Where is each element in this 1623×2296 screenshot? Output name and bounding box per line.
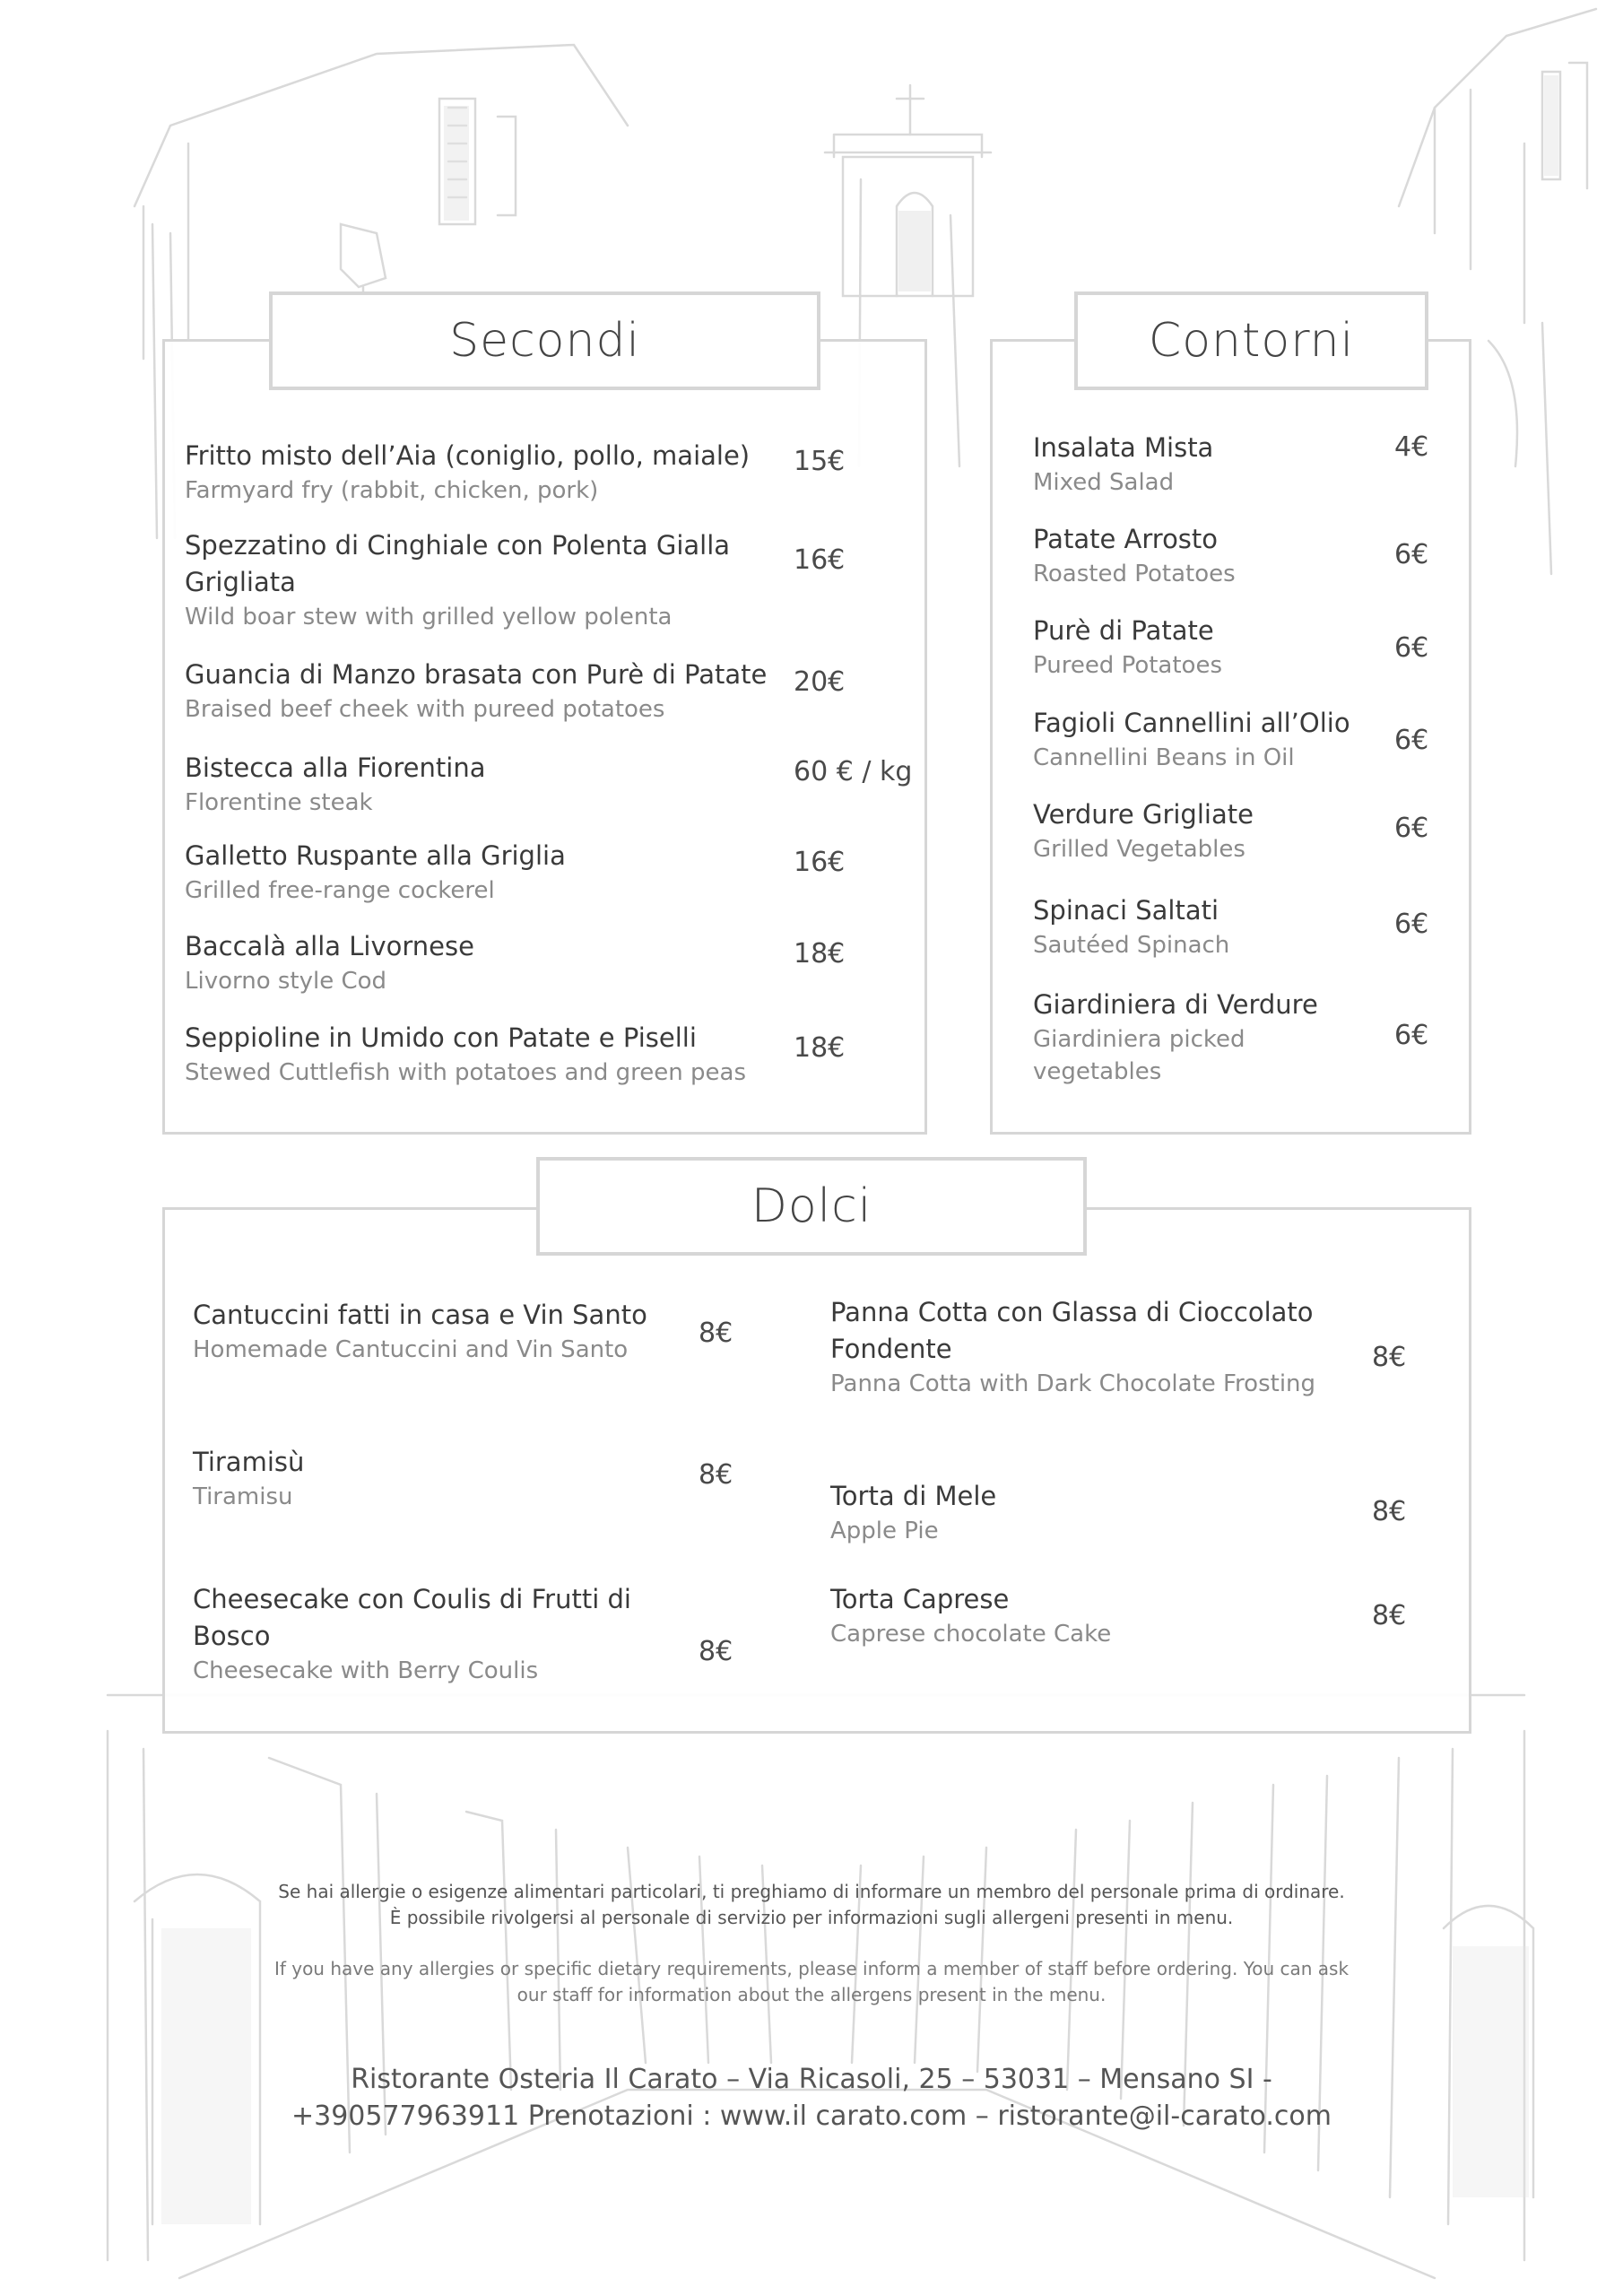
- item-name: Panna Cotta con Glassa di Cioccolato Fondente: [830, 1297, 1314, 1364]
- item-price: 8€: [1372, 1342, 1407, 1373]
- item-price: 15€: [794, 446, 846, 477]
- footer-line-contacts: +390577963911 Prenotazioni : www.il carato.com – ristorante@il-carato.com: [291, 2100, 1332, 2132]
- contorni-item-1: [1033, 430, 1392, 499]
- item-name: Tiramisù: [193, 1447, 305, 1477]
- dolci-item-2: [830, 1294, 1341, 1400]
- item-desc: Homemade Cantuccini and Vin Santo: [193, 1336, 629, 1363]
- item-desc: Pureed Potatoes: [1033, 652, 1223, 679]
- item-price: 60 € / kg: [794, 756, 913, 787]
- contorni-item-7: [1033, 987, 1329, 1088]
- item-desc: Florentine steak: [185, 789, 373, 816]
- item-desc: Mixed Salad: [1033, 469, 1175, 496]
- restaurant-contact-footer: [233, 2061, 1390, 2135]
- item-desc: Cheesecake with Berry Coulis: [193, 1657, 539, 1684]
- item-name: Seppioline in Umido con Patate e Piselli: [185, 1022, 697, 1053]
- item-name: Insalata Mista: [1033, 432, 1214, 463]
- contorni-item-6: [1033, 892, 1392, 961]
- item-price: 8€: [1372, 1496, 1407, 1527]
- secondi-item-7: [185, 1020, 794, 1089]
- item-name: Giardiniera di Verdure: [1033, 989, 1318, 1020]
- item-name: Cantuccini fatti in casa e Vin Santo: [193, 1300, 647, 1330]
- item-price: 20€: [794, 666, 846, 698]
- secondi-item-2: [185, 527, 794, 633]
- contorni-item-2: [1033, 521, 1392, 590]
- dolci-item-4: [830, 1478, 1332, 1547]
- item-price: 6€: [1394, 539, 1429, 570]
- dolci-item-3: [193, 1444, 695, 1513]
- dolci-item-5: [193, 1581, 695, 1687]
- secondi-item-5: [185, 838, 794, 907]
- item-name: Galletto Ruspante alla Griglia: [185, 840, 566, 871]
- secondi-item-4: [185, 750, 794, 819]
- item-desc: Braised beef cheek with pureed potatoes: [185, 696, 665, 723]
- secondi-item-6: [185, 928, 794, 997]
- dolci-item-6: [830, 1581, 1332, 1650]
- footer-line-address: Ristorante Osteria Il Carato – Via Ricasoli, 25 – 53031 – Mensano SI -: [351, 2064, 1272, 2095]
- item-desc: Sautéed Spinach: [1033, 932, 1230, 959]
- item-price: 8€: [699, 1459, 733, 1491]
- item-price: 16€: [794, 847, 846, 878]
- contorni-item-5: [1033, 796, 1392, 865]
- item-price: 16€: [794, 544, 846, 576]
- item-price: 18€: [794, 1032, 846, 1064]
- contorni-item-3: [1033, 613, 1392, 682]
- item-desc: Wild boar stew with grilled yellow polenta: [185, 604, 673, 631]
- item-name: Baccalà alla Livornese: [185, 931, 474, 961]
- item-desc: Cannellini Beans in Oil: [1033, 744, 1295, 771]
- contorni-title: Contorni: [1074, 291, 1428, 390]
- item-name: Verdure Grigliate: [1033, 799, 1254, 830]
- item-name: Cheesecake con Coulis di Frutti di Bosco: [193, 1584, 631, 1651]
- item-name: Guancia di Manzo brasata con Purè di Patate: [185, 659, 768, 690]
- item-name: Torta di Mele: [830, 1481, 997, 1511]
- allergy-note-italian: Se hai allergie o esigenze alimentari particolari, ti preghiamo di informare un membro del personale prima di ordinare. È possibile rivolgersi al personale di servizio per informazioni sugli allergeni presenti in menu.: [278, 1881, 1345, 1928]
- dolci-title: Dolci: [536, 1157, 1087, 1256]
- item-name: Fritto misto dell’Aia (coniglio, pollo, maiale): [185, 440, 751, 471]
- secondi-item-1: [185, 438, 794, 507]
- item-name: Bistecca alla Fiorentina: [185, 752, 486, 783]
- item-price: 8€: [699, 1318, 733, 1349]
- item-desc: Grilled Vegetables: [1033, 836, 1245, 863]
- secondi-item-3: [185, 657, 803, 726]
- item-desc: Giardiniera picked vegetables: [1033, 1026, 1245, 1085]
- dolci-item-1: [193, 1297, 695, 1366]
- item-name: Purè di Patate: [1033, 615, 1214, 646]
- item-desc: Farmyard fry (rabbit, chicken, pork): [185, 477, 599, 504]
- item-price: 4€: [1394, 431, 1429, 463]
- item-desc: Apple Pie: [830, 1518, 939, 1544]
- item-name: Spinaci Saltati: [1033, 895, 1219, 926]
- item-desc: Panna Cotta with Dark Chocolate Frosting: [830, 1370, 1316, 1397]
- item-price: 6€: [1394, 725, 1429, 756]
- item-desc: Roasted Potatoes: [1033, 561, 1236, 587]
- item-name: Spezzatino di Cinghiale con Polenta Gialla Grigliata: [185, 530, 731, 597]
- item-desc: Grilled free-range cockerel: [185, 877, 495, 904]
- item-price: 6€: [1394, 813, 1429, 844]
- item-price: 8€: [1372, 1600, 1407, 1631]
- item-price: 6€: [1394, 909, 1429, 940]
- item-price: 8€: [699, 1636, 733, 1667]
- item-desc: Stewed Cuttlefish with potatoes and green peas: [185, 1059, 747, 1086]
- allergy-note-english: If you have any allergies or specific dietary requirements, please inform a member of staff before ordering. You can ask our staff for information about the allergens present in the menu.: [273, 1958, 1350, 2005]
- item-price: 6€: [1394, 632, 1429, 664]
- item-price: 6€: [1394, 1020, 1429, 1051]
- item-desc: Caprese chocolate Cake: [830, 1621, 1112, 1648]
- item-name: Torta Caprese: [830, 1584, 1010, 1614]
- item-desc: Livorno style Cod: [185, 968, 387, 995]
- item-name: Patate Arrosto: [1033, 524, 1219, 554]
- item-desc: Tiramisu: [193, 1483, 293, 1510]
- secondi-title: Secondi: [269, 291, 820, 390]
- contorni-item-4: [1033, 705, 1410, 774]
- item-name: Fagioli Cannellini all’Olio: [1033, 708, 1350, 738]
- item-price: 18€: [794, 938, 846, 970]
